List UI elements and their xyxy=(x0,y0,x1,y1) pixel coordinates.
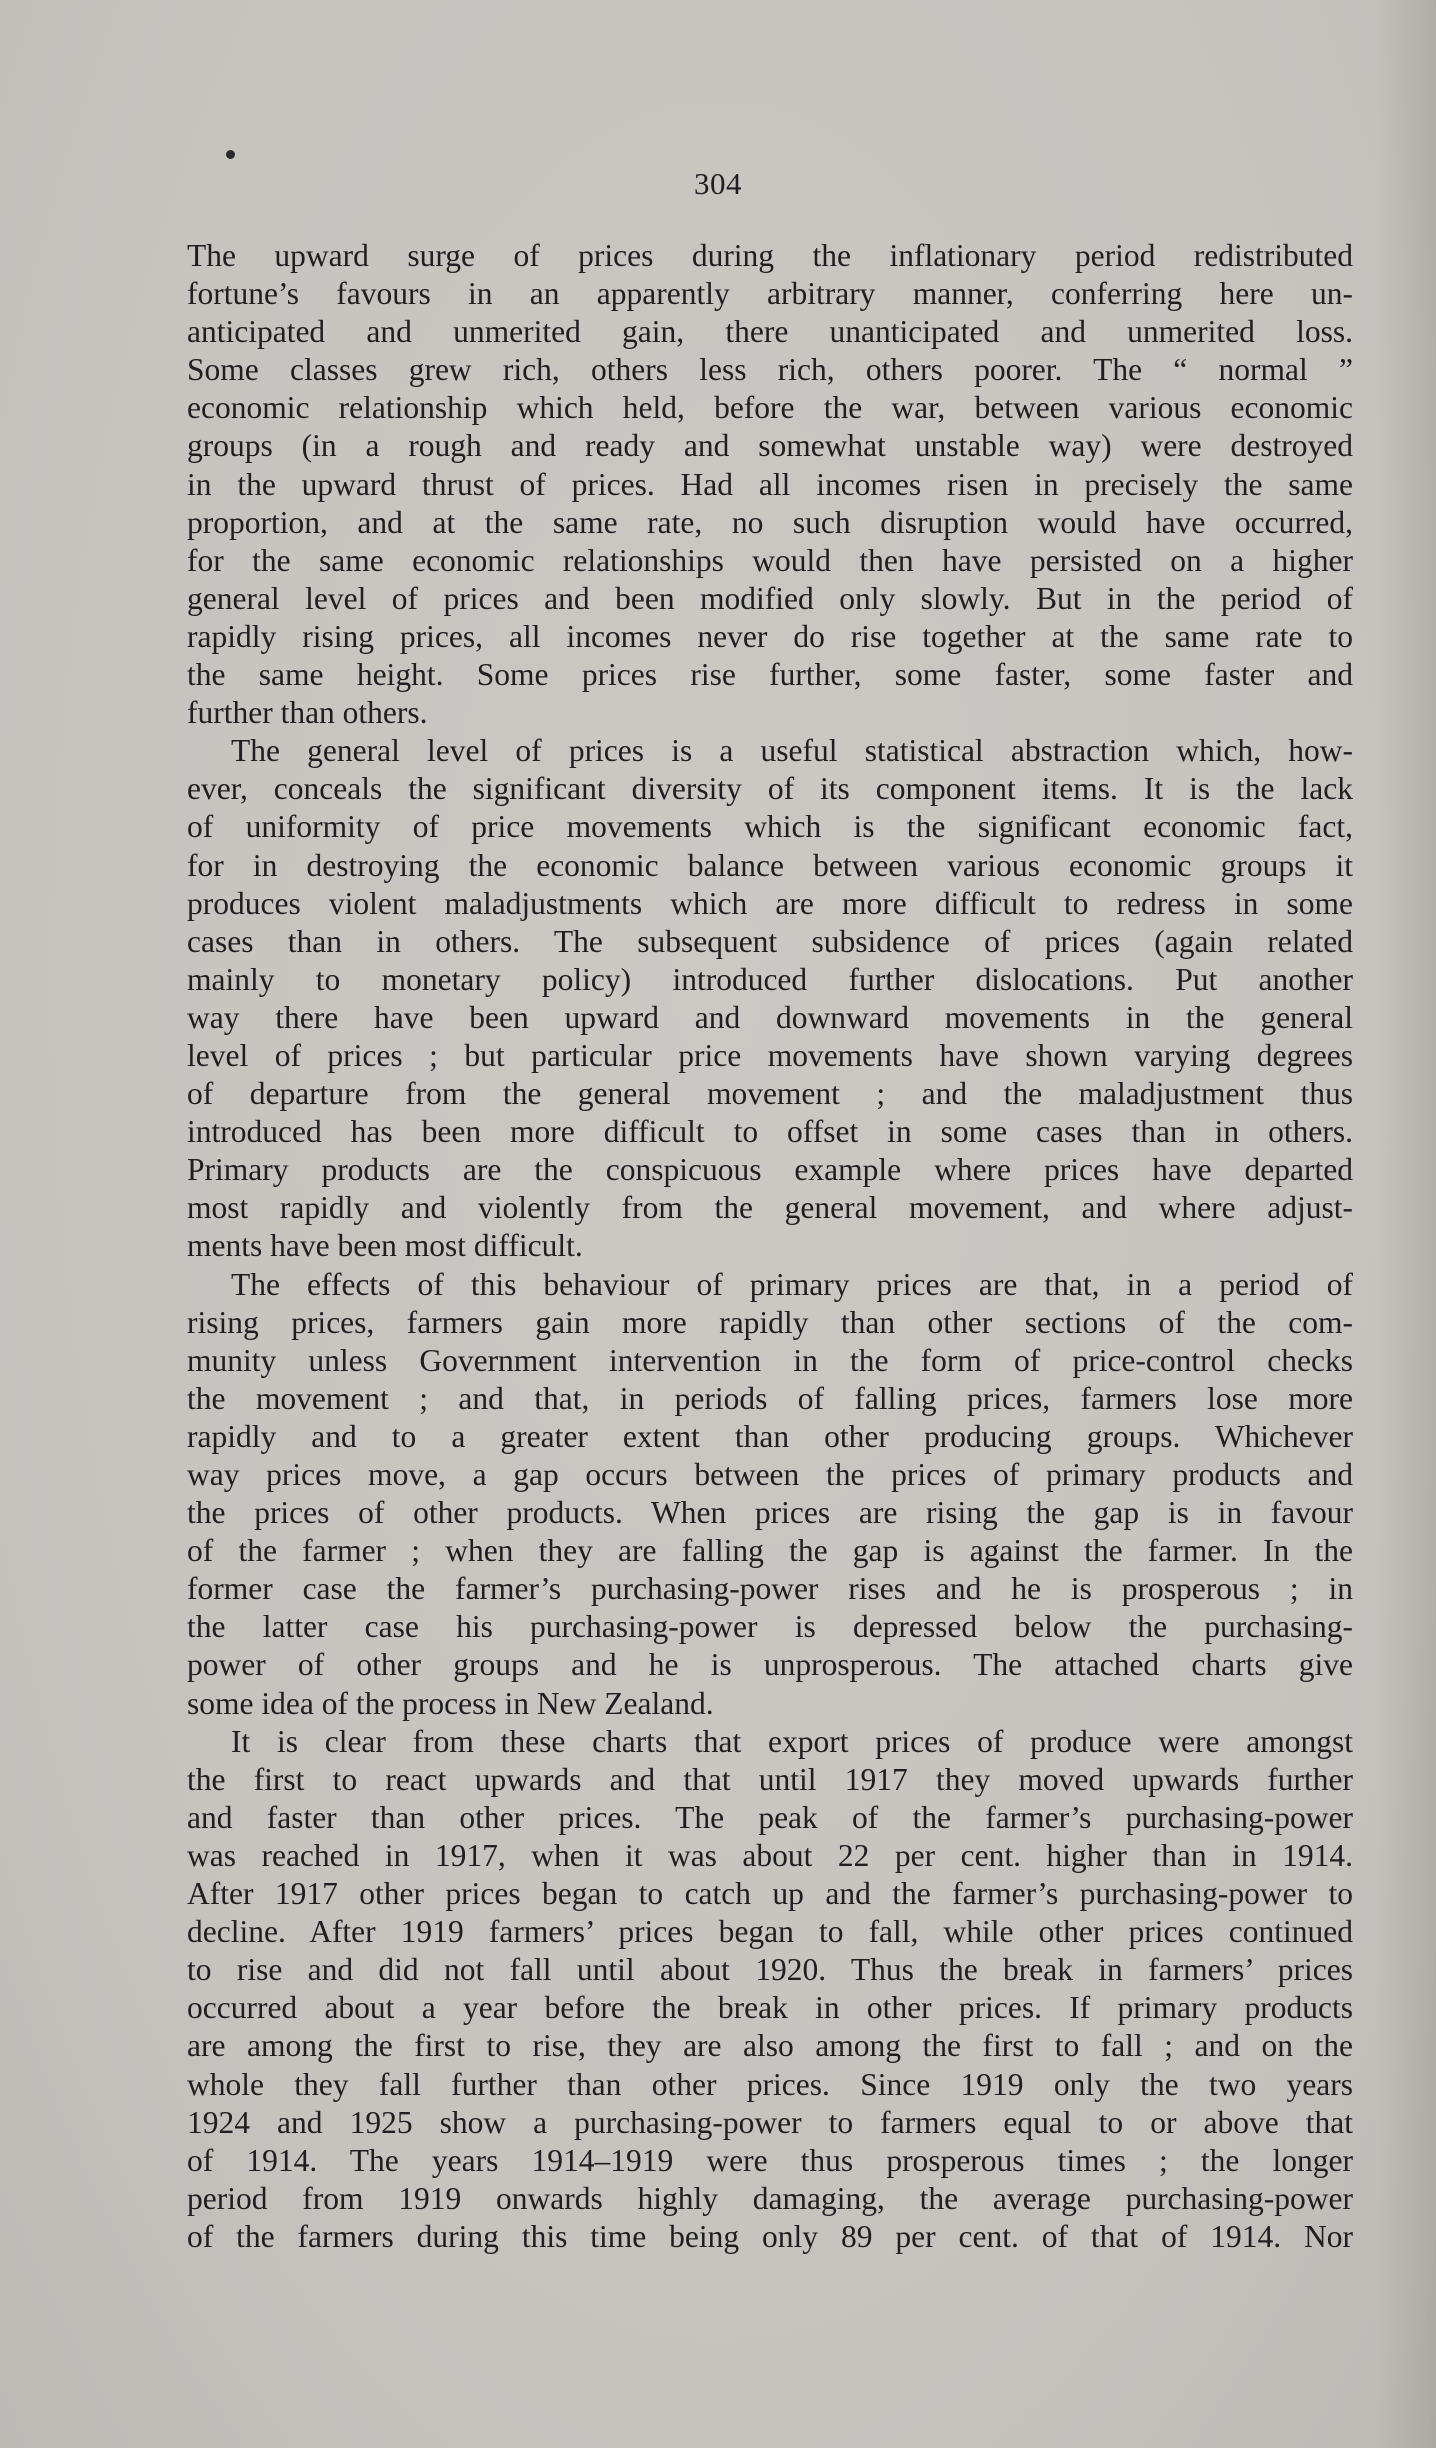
text-line: groups (in a rough and ready and somewhat unstable way) were destroyed xyxy=(187,428,1353,464)
text-line: power of other groups and he is unprosperous. The attached charts give xyxy=(187,1647,1353,1683)
text-line: the same height. Some prices rise further, some faster, some faster and xyxy=(187,657,1353,693)
text-line: Primary products are the conspicuous example where prices have departed xyxy=(187,1152,1353,1188)
text-line: The effects of this behaviour of primary prices are that, in a period of xyxy=(231,1266,1353,1302)
text-line: of the farmers during this time being only 89 per cent. of that of 1914. Nor xyxy=(187,2218,1353,2254)
text-line: produces violent maladjustments which are more difficult to redress in some xyxy=(187,885,1353,921)
text-line: rapidly rising prices, all incomes never do rise together at the same rate to xyxy=(187,618,1353,654)
text-line: rapidly and to a greater extent than other producing groups. Whichever xyxy=(187,1418,1353,1454)
text-line: occurred about a year before the break in other prices. If primary products xyxy=(187,1990,1353,2026)
text-line: introduced has been more difficult to offset in some cases than in others. xyxy=(187,1114,1353,1150)
text-line: fortune’s favours in an apparently arbitrary manner, conferring here un- xyxy=(187,276,1353,312)
text-line: in the upward thrust of prices. Had all incomes risen in precisely the same xyxy=(187,466,1353,502)
ink-speck xyxy=(226,150,235,159)
text-line: and faster than other prices. The peak of the farmer’s purchasing-power xyxy=(187,1799,1353,1835)
text-line: whole they fall further than other prices. Since 1919 only the two years xyxy=(187,2066,1353,2102)
text-line: mainly to monetary policy) introduced further dislocations. Put another xyxy=(187,961,1353,997)
text-line: the prices of other products. When prices are rising the gap is in favour xyxy=(187,1495,1353,1531)
text-line: the latter case his purchasing-power is depressed below the purchasing- xyxy=(187,1609,1353,1645)
text-line: decline. After 1919 farmers’ prices began to fall, while other prices continued xyxy=(187,1914,1353,1950)
text-line: of 1914. The years 1914–1919 were thus prosperous times ; the longer xyxy=(187,2142,1353,2178)
text-line: the movement ; and that, in periods of falling prices, farmers lose more xyxy=(187,1380,1353,1416)
text-line: The upward surge of prices during the inflationary period redistributed xyxy=(187,238,1353,273)
text-line: of uniformity of price movements which is the significant economic fact, xyxy=(187,809,1353,845)
text-line: The general level of prices is a useful statistical abstraction which, how- xyxy=(231,733,1353,769)
text-line: to rise and did not fall until about 1920. Thus the break in farmers’ prices xyxy=(187,1952,1353,1988)
text-line: way prices move, a gap occurs between the prices of primary products and xyxy=(187,1457,1353,1492)
text-line: cases than in others. The subsequent subsidence of prices (again related xyxy=(187,923,1353,959)
text-line: of departure from the general movement ; and the maladjustment thus xyxy=(187,1076,1353,1112)
text-line: are among the first to rise, they are also among the first to fall ; and on the xyxy=(187,2028,1353,2064)
text-line: proportion, and at the same rate, no such disruption would have occurred, xyxy=(187,504,1353,540)
text-line: was reached in 1917, when it was about 22 per cent. higher than in 1914. xyxy=(187,1837,1353,1873)
text-line: ever, conceals the significant diversity of its component items. It is the lack xyxy=(187,771,1353,807)
text-line: munity unless Government intervention in the form of price-control checks xyxy=(187,1342,1353,1378)
text-line: the first to react upwards and that until 1917 they moved upwards further xyxy=(187,1761,1353,1797)
body-text xyxy=(187,237,1353,2256)
text-line: level of prices ; but particular price movements have shown varying degrees xyxy=(187,1037,1353,1073)
text-line: After 1917 other prices began to catch up and the farmer’s purchasing-power to xyxy=(187,1876,1353,1912)
text-line: period from 1919 onwards highly damaging, the average purchasing-power xyxy=(187,2180,1353,2216)
text-line: way there have been upward and downward movements in the general xyxy=(187,999,1353,1035)
text-line: former case the farmer’s purchasing-power rises and he is prosperous ; in xyxy=(187,1571,1353,1607)
text-line: Some classes grew rich, others less rich, others poorer. The “ normal ” xyxy=(187,352,1353,388)
page-edge-shadow xyxy=(1376,0,1436,2448)
text-line: It is clear from these charts that export prices of produce were amongst xyxy=(231,1723,1353,1759)
text-line: ments have been most difficult. xyxy=(187,1228,583,1264)
text-line: rising prices, farmers gain more rapidly than other sections of the com- xyxy=(187,1304,1353,1340)
text-line: 1924 and 1925 show a purchasing-power to farmers equal to or above that xyxy=(187,2104,1353,2140)
text-line: economic relationship which held, before the war, between various economic xyxy=(187,390,1353,426)
text-line: for in destroying the economic balance between various economic groups it xyxy=(187,847,1353,883)
page-number: 304 xyxy=(694,166,742,201)
text-line: for the same economic relationships would then have persisted on a higher xyxy=(187,542,1353,578)
text-line: some idea of the process in New Zealand. xyxy=(187,1685,714,1721)
text-line: general level of prices and been modified only slowly. But in the period of xyxy=(187,580,1353,616)
text-line: most rapidly and violently from the general movement, and where adjust- xyxy=(187,1190,1353,1226)
text-line: of the farmer ; when they are falling the gap is against the farmer. In the xyxy=(187,1533,1353,1569)
text-line: anticipated and unmerited gain, there unanticipated and unmerited loss. xyxy=(187,314,1353,350)
text-line: further than others. xyxy=(187,695,428,731)
